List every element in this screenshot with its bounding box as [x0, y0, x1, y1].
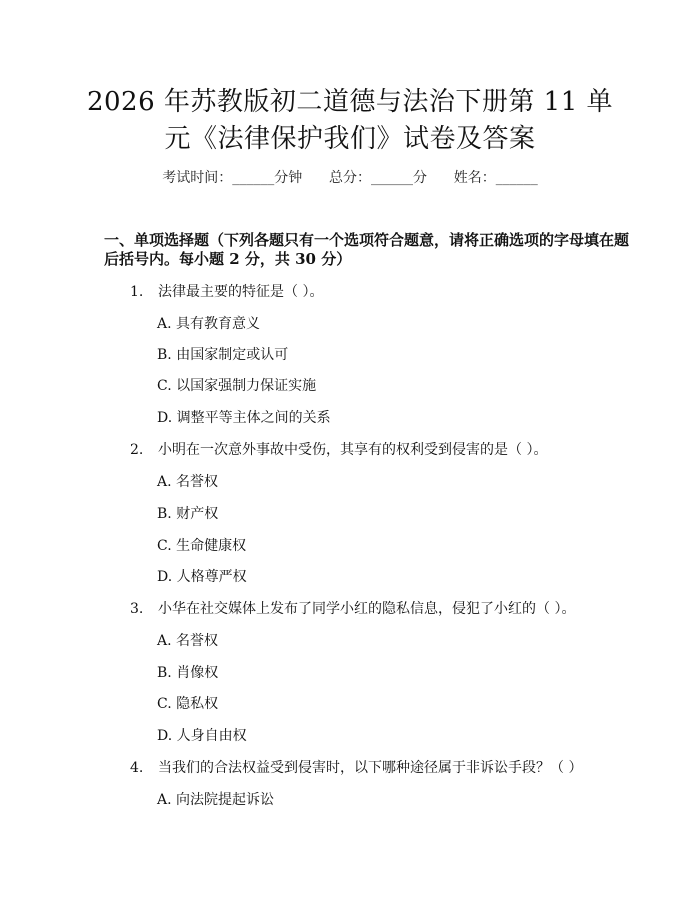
option-3a: A. 名誉权: [157, 633, 219, 649]
question-text: 小明在一次意外事故中受伤，其享有的权利受到侵害的是（ ）。: [158, 442, 548, 458]
question-text: 法律最主要的特征是（ ）。: [158, 284, 324, 300]
document-title-line-2: 元《法律保护我们》试卷及答案: [164, 124, 536, 154]
question-number: 2.: [130, 442, 144, 458]
option-1c: C. 以国家强制力保证实施: [157, 378, 317, 394]
option-2c: C. 生命健康权: [157, 538, 247, 554]
document-title-line-1: 2026 年苏教版初二道德与法治下册第 11 单: [86, 87, 614, 117]
question-number: 4.: [130, 760, 144, 776]
option-1a: A. 具有教育意义: [157, 316, 261, 332]
option-4a: A. 向法院提起诉讼: [157, 792, 275, 808]
question-4: [130, 758, 582, 778]
option-1d: D. 调整平等主体之间的关系: [157, 410, 331, 426]
section-heading-line-2: 后括号内。每小题 2 分，共 30 分）: [104, 250, 352, 268]
option-2a: A. 名誉权: [157, 474, 219, 490]
option-2d: D. 人格尊严权: [157, 569, 247, 585]
question-1: [130, 282, 323, 302]
option-3b: B. 肖像权: [157, 665, 219, 681]
section-heading-line-1: 一、单项选择题（下列各题只有一个选项符合题意，请将正确选项的字母填在题: [104, 231, 630, 249]
question-number: 1.: [130, 284, 144, 300]
option-1b: B. 由国家制定或认可: [157, 347, 289, 363]
option-2b: B. 财产权: [157, 506, 219, 522]
question-2: [130, 440, 547, 460]
option-3d: D. 人身自由权: [157, 728, 247, 744]
question-text: 小华在社交媒体上发布了同学小红的隐私信息，侵犯了小红的（ ）。: [158, 601, 576, 617]
question-number: 3.: [130, 601, 144, 617]
question-text: 当我们的合法权益受到侵害时，以下哪种途径属于非诉讼手段？（ ）: [158, 760, 583, 776]
exam-info-line: 考试时间：______分钟 总分：______分 姓名：______: [162, 170, 538, 186]
option-3c: C. 隐私权: [157, 696, 219, 712]
question-3: [130, 599, 575, 619]
